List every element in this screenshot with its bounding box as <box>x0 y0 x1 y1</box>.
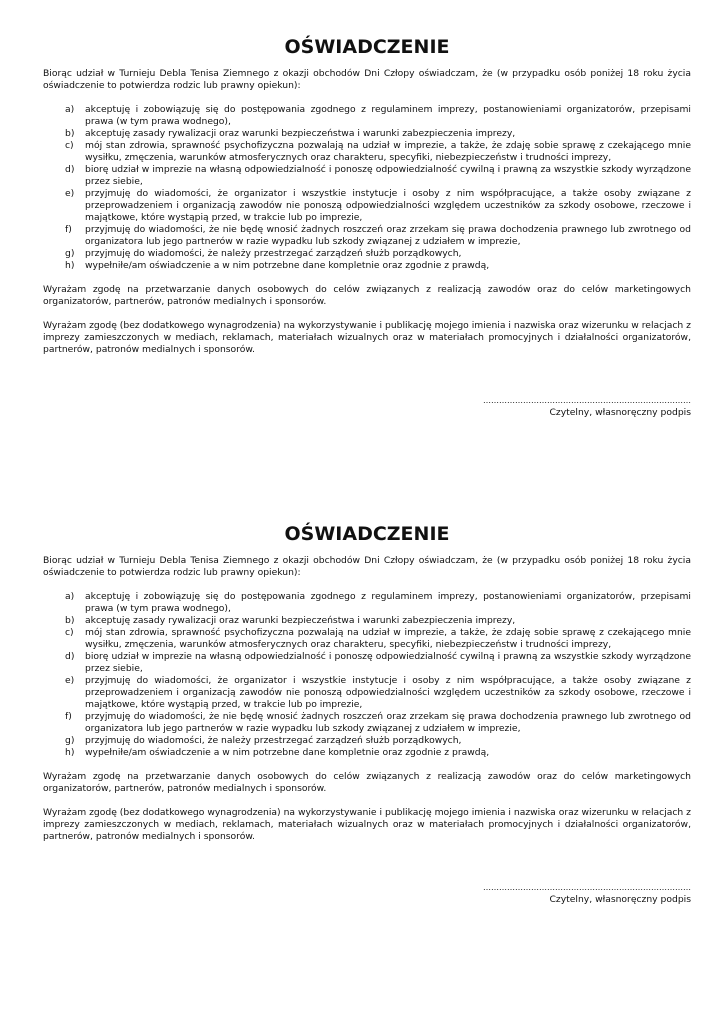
list-text: biorę udział w imprezie na własną odpowiedzialność i ponoszę odpowiedzialność cywilną i prawną za wszystkie szkody wyrządzone przez siebie, <box>85 651 691 674</box>
list-item <box>43 591 691 615</box>
list-item <box>43 747 691 759</box>
list-text: mój stan zdrowia, sprawność psychofizyczna pozwalają na udział w imprezie, a także, że zdaję sobie sprawę z czekającego mnie wysiłku, zmęczenia, warunków atmosferycznych oraz charakteru, specyfiki, niebezpieczeństw i trudności imprezy, <box>85 140 691 163</box>
list-letter: d) <box>65 651 75 662</box>
list-item <box>43 140 691 164</box>
list-letter: e) <box>65 675 75 686</box>
list-text: akceptuję zasady rywalizacji oraz warunki bezpieczeństwa i warunki zabezpieczenia imprezy, <box>85 615 516 626</box>
list-text: biorę udział w imprezie na własną odpowiedzialność i ponoszę odpowiedzialność cywilną i prawną za wszystkie szkody wyrządzone przez siebie, <box>85 164 691 187</box>
signature-label: Czytelny, własnoręczny podpis <box>549 894 691 905</box>
declaration-list <box>43 104 691 272</box>
list-text: przyjmuję do wiadomości, że nie będę wnosić żadnych roszczeń oraz zrzekam się prawa dochodzenia prawnego lub zwrotnego od organizatora lub jego partnerów w razie wypadku lub szkody związanej z udziałem w imprezie, <box>85 711 691 734</box>
list-letter: f) <box>65 711 72 722</box>
list-text: przyjmuję do wiadomości, że nie będę wnosić żadnych roszczeń oraz zrzekam się prawa dochodzenia prawnego lub zwrotnego od organizatora lub jego partnerów w razie wypadku lub szkody związanej z udziałem w imprezie, <box>85 224 691 247</box>
list-item <box>43 104 691 128</box>
signature-block <box>43 396 691 420</box>
list-letter: a) <box>65 591 75 602</box>
declaration-title: OŚWIADCZENIE <box>284 523 450 545</box>
list-text: akceptuję i zobowiązuję się do postępowania zgodnego z regulaminem imprezy, postanowieniami organizatorów, przepisami prawa (w tym prawa wodnego), <box>85 104 691 127</box>
list-letter: g) <box>65 735 75 746</box>
list-letter: d) <box>65 164 75 175</box>
list-item <box>43 188 691 224</box>
list-item <box>43 128 691 140</box>
list-letter: g) <box>65 248 75 259</box>
list-text: przyjmuję do wiadomości, że organizator i wszystkie instytucje i osoby z nim współpracujące, a także osoby związane z przeprowadzeniem i organizacją zawodów nie ponoszą odpowiedzialności względem uczestników za szkody osobowe, rzeczowe i majątkowe, które wystąpią przed, w trakcie lub po imprezie, <box>85 675 691 710</box>
list-letter: a) <box>65 104 75 115</box>
list-letter: b) <box>65 615 75 626</box>
list-letter: c) <box>65 627 74 638</box>
list-item <box>43 224 691 248</box>
declaration-intro: Biorąc udział w Turnieju Debla Tenisa Ziemnego z okazji obchodów Dni Człopy oświadczam, że (w przypadku osób poniżej 18 roku życia oświadczenie to potwierdza rodzic lub prawny opiekun): <box>43 555 691 578</box>
list-letter: h) <box>65 747 75 758</box>
list-item <box>43 651 691 675</box>
signature-line: …………………………………………………………………… <box>483 396 691 405</box>
list-item <box>43 627 691 651</box>
list-item <box>43 735 691 747</box>
list-item <box>43 260 691 272</box>
list-item <box>43 711 691 735</box>
list-text: wypełniłe/am oświadczenie a w nim potrzebne dane kompletnie oraz zgodnie z prawdą, <box>85 747 490 758</box>
list-text: przyjmuję do wiadomości, że należy przestrzegać zarządzeń służb porządkowych, <box>85 735 462 746</box>
list-text: wypełniłe/am oświadczenie a w nim potrzebne dane kompletnie oraz zgodnie z prawdą, <box>85 260 490 271</box>
data-processing-consent: Wyrażam zgodę na przetwarzanie danych osobowych do celów związanych z realizacją zawodów oraz do celów marketingowych organizatorów, partnerów, patronów medialnych i sponsorów. <box>43 284 691 307</box>
list-item <box>43 675 691 711</box>
list-text: przyjmuję do wiadomości, że należy przestrzegać zarządzeń służb porządkowych, <box>85 248 462 259</box>
signature-label: Czytelny, własnoręczny podpis <box>549 407 691 418</box>
list-item <box>43 615 691 627</box>
signature-block <box>43 883 691 907</box>
list-text: mój stan zdrowia, sprawność psychofizyczna pozwalają na udział w imprezie, a także, że zdaję sobie sprawę z czekającego mnie wysiłku, zmęczenia, warunków atmosferycznych oraz charakteru, specyfiki, niebezpieczeństw i trudności imprezy, <box>85 627 691 650</box>
list-text: akceptuję i zobowiązuję się do postępowania zgodnego z regulaminem imprezy, postanowieniami organizatorów, przepisami prawa (w tym prawa wodnego), <box>85 591 691 614</box>
list-letter: c) <box>65 140 74 151</box>
declaration-intro: Biorąc udział w Turnieju Debla Tenisa Ziemnego z okazji obchodów Dni Człopy oświadczam, że (w przypadku osób poniżej 18 roku życia oświadczenie to potwierdza rodzic lub prawny opiekun): <box>43 68 691 91</box>
declaration-list <box>43 591 691 759</box>
list-letter: b) <box>65 128 75 139</box>
declaration-copy-2 <box>43 523 691 907</box>
data-processing-consent: Wyrażam zgodę na przetwarzanie danych osobowych do celów związanych z realizacją zawodów oraz do celów marketingowych organizatorów, partnerów, patronów medialnych i sponsorów. <box>43 771 691 794</box>
signature-line: …………………………………………………………………… <box>483 883 691 892</box>
image-usage-consent: Wyrażam zgodę (bez dodatkowego wynagrodzenia) na wykorzystywanie i publikację mojego imienia i nazwiska oraz wizerunku w relacjach z imprezy zamieszczonych w mediach, reklamach, materiałach wizualnych oraz w materiałach promocyjnych i działalności organizatorów, partnerów, patronów medialnych i sponsorów. <box>43 807 691 842</box>
list-letter: e) <box>65 188 75 199</box>
list-letter: f) <box>65 224 72 235</box>
list-item <box>43 164 691 188</box>
list-text: akceptuję zasady rywalizacji oraz warunki bezpieczeństwa i warunki zabezpieczenia imprezy, <box>85 128 516 139</box>
list-item <box>43 248 691 260</box>
list-letter: h) <box>65 260 75 271</box>
declaration-copy-1 <box>43 36 691 420</box>
declaration-title: OŚWIADCZENIE <box>284 36 450 58</box>
list-text: przyjmuję do wiadomości, że organizator i wszystkie instytucje i osoby z nim współpracujące, a także osoby związane z przeprowadzeniem i organizacją zawodów nie ponoszą odpowiedzialności względem uczestników za szkody osobowe, rzeczowe i majątkowe, które wystąpią przed, w trakcie lub po imprezie, <box>85 188 691 223</box>
image-usage-consent: Wyrażam zgodę (bez dodatkowego wynagrodzenia) na wykorzystywanie i publikację mojego imienia i nazwiska oraz wizerunku w relacjach z imprezy zamieszczonych w mediach, reklamach, materiałach wizualnych oraz w materiałach promocyjnych i działalności organizatorów, partnerów, patronów medialnych i sponsorów. <box>43 320 691 355</box>
